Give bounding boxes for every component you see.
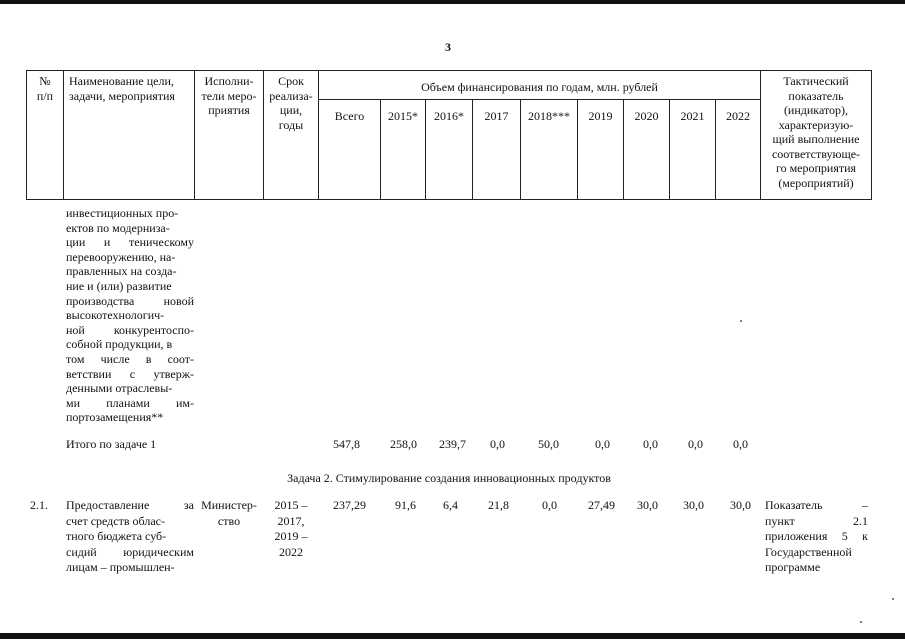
header-top-line xyxy=(26,70,872,71)
total-task1-value: 547,8 xyxy=(333,437,360,451)
page-number: 3 xyxy=(445,40,451,54)
total-task1-value: 0,0 xyxy=(733,437,748,451)
funding-col-2015: 2015* xyxy=(388,109,418,123)
funding-col-2021: 2021 xyxy=(680,109,705,123)
funding-col-2016: 2016* xyxy=(434,109,464,123)
funding-col-2017: 2017 xyxy=(484,109,509,123)
row-indicator: Показатель – пункт 2.1 приложения 5 к Государственной программе xyxy=(765,498,868,574)
header-term: Срок реализа- ции, годы xyxy=(269,74,313,132)
total-task1-value: 239,7 xyxy=(439,437,466,451)
header-executors: Исполни- тели меро- приятия xyxy=(201,74,257,117)
funding-col-2018: 2018*** xyxy=(528,109,570,123)
row-number: 2.1. xyxy=(30,498,48,512)
total-task1-value: 0,0 xyxy=(595,437,610,451)
funding-col-total: Всего xyxy=(334,109,365,123)
funding-col-2019: 2019 xyxy=(588,109,613,123)
task2-title: Задача 2. Стимулирование создания инновационных продуктов xyxy=(287,471,611,485)
row-value: 30,0 xyxy=(637,498,658,512)
total-task1-value: 258,0 xyxy=(390,437,417,451)
row-executor: Министер- ство xyxy=(201,498,257,528)
total-task1-value: 0,0 xyxy=(688,437,703,451)
row-value: 30,0 xyxy=(730,498,751,512)
page-top-border xyxy=(0,0,905,4)
total-task1-label: Итого по задаче 1 xyxy=(66,437,157,451)
row-term: 2015 – 2017, 2019 – 2022 xyxy=(274,498,308,559)
total-task1-value: 50,0 xyxy=(538,437,559,451)
header-bottom-line xyxy=(26,199,872,200)
total-task1-value: 0,0 xyxy=(490,437,505,451)
row-value: 21,8 xyxy=(488,498,509,512)
row-value: 237,29 xyxy=(333,498,366,512)
row-value: 27,49 xyxy=(588,498,615,512)
total-task1-value: 0,0 xyxy=(643,437,658,451)
header-indicator: Тактический показатель (индикатор), характеризую- щий выполнение соответствующе- го мероприятия (мероприятий) xyxy=(771,74,861,190)
header-num: № п/п xyxy=(36,74,54,103)
header-name: Наименование цели, задачи, мероприятия xyxy=(69,74,175,103)
scan-speck xyxy=(860,621,862,623)
row-description: Предоставление за счет средств облас- тного бюджета суб- сидий юридическим лицам – промышлен- xyxy=(66,498,194,574)
continued-description: инвестиционных про- ектов по модерниза- ции и теническому перевооружению, на- правленных на созда- ние и (или) развитие производства новой высокотехнологич- ной конкурентоспо- собной продукции, в том числе в соот- ветствии с утверж- денными отраслевы- ми планами им- портозамещения** xyxy=(66,206,194,425)
row-value: 91,6 xyxy=(395,498,416,512)
funding-col-2022: 2022 xyxy=(726,109,750,123)
header-funding-title: Объем финансирования по годам, млн. рублей xyxy=(421,80,658,94)
funding-subheader-line xyxy=(318,99,760,100)
page-bottom-border xyxy=(0,633,905,639)
row-value: 6,4 xyxy=(443,498,458,512)
scan-speck xyxy=(740,320,742,322)
scan-speck xyxy=(892,598,894,600)
row-value: 30,0 xyxy=(683,498,704,512)
funding-col-2020: 2020 xyxy=(634,109,659,123)
row-value: 0,0 xyxy=(542,498,557,512)
